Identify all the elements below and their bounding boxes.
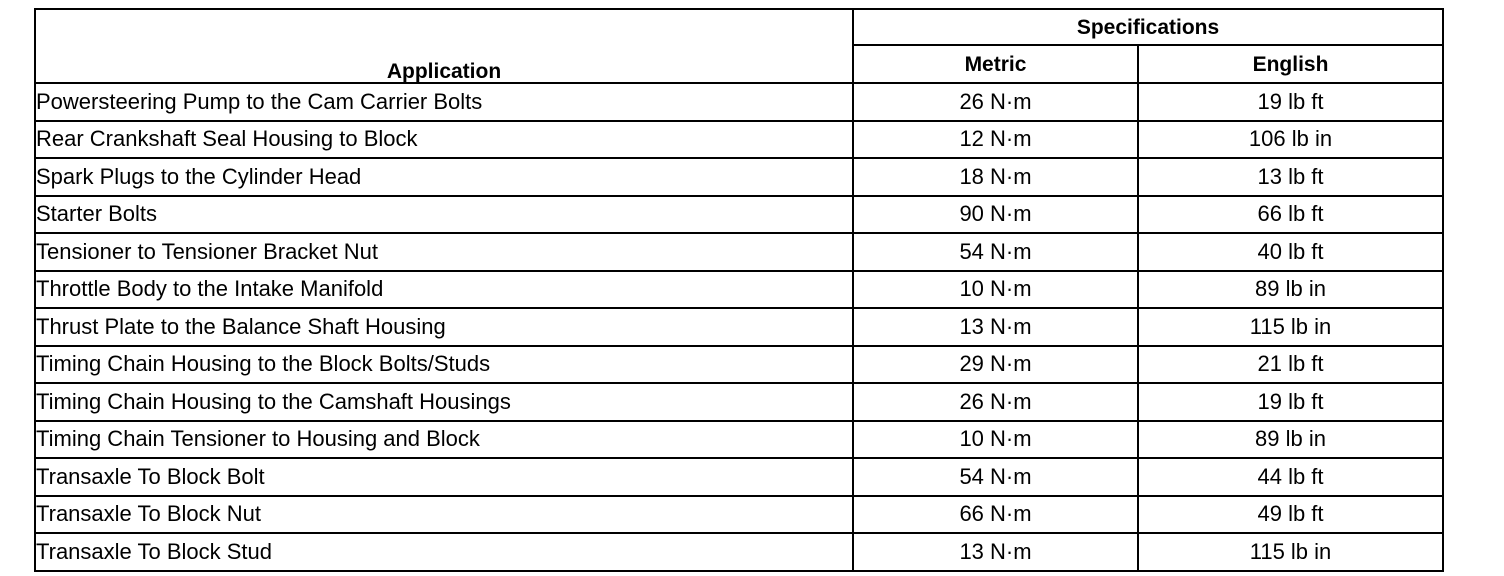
spec-table-body [35, 83, 1443, 571]
application-cell: Throttle Body to the Intake Manifold [35, 271, 853, 309]
application-cell: Spark Plugs to the Cylinder Head [35, 158, 853, 196]
english-value-cell: 106 lb in [1138, 121, 1443, 159]
english-value-cell: 13 lb ft [1138, 158, 1443, 196]
metric-value-cell: 10 N·m [853, 421, 1138, 459]
metric-value-cell: 13 N·m [853, 533, 1138, 571]
english-value-cell: 19 lb ft [1138, 383, 1443, 421]
table-row [35, 83, 1443, 121]
table-row [35, 533, 1443, 571]
metric-value-cell: 54 N·m [853, 458, 1138, 496]
table-row [35, 121, 1443, 159]
application-cell: Transaxle To Block Stud [35, 533, 853, 571]
table-row [35, 346, 1443, 384]
application-cell: Starter Bolts [35, 196, 853, 234]
table-row [35, 271, 1443, 309]
application-cell: Rear Crankshaft Seal Housing to Block [35, 121, 853, 159]
table-row [35, 158, 1443, 196]
application-cell: Timing Chain Housing to the Camshaft Housings [35, 383, 853, 421]
table-row [35, 308, 1443, 346]
metric-value-cell: 26 N·m [853, 383, 1138, 421]
application-cell: Powersteering Pump to the Cam Carrier Bolts [35, 83, 853, 121]
english-column-header: English [1138, 45, 1443, 83]
table-row [35, 233, 1443, 271]
table-row [35, 196, 1443, 234]
application-column-header: Application [35, 9, 853, 83]
english-value-cell: 115 lb in [1138, 533, 1443, 571]
english-value-cell: 19 lb ft [1138, 83, 1443, 121]
metric-column-header: Metric [853, 45, 1138, 83]
metric-value-cell: 10 N·m [853, 271, 1138, 309]
table-row [35, 496, 1443, 534]
metric-value-cell: 29 N·m [853, 346, 1138, 384]
metric-value-cell: 66 N·m [853, 496, 1138, 534]
metric-value-cell: 26 N·m [853, 83, 1138, 121]
metric-value-cell: 18 N·m [853, 158, 1138, 196]
application-cell: Timing Chain Housing to the Block Bolts/Studs [35, 346, 853, 384]
english-value-cell: 44 lb ft [1138, 458, 1443, 496]
metric-value-cell: 54 N·m [853, 233, 1138, 271]
application-cell: Timing Chain Tensioner to Housing and Block [35, 421, 853, 459]
metric-value-cell: 90 N·m [853, 196, 1138, 234]
english-value-cell: 66 lb ft [1138, 196, 1443, 234]
english-value-cell: 21 lb ft [1138, 346, 1443, 384]
application-cell: Tensioner to Tensioner Bracket Nut [35, 233, 853, 271]
specifications-column-header: Specifications [853, 9, 1443, 45]
application-cell: Transaxle To Block Nut [35, 496, 853, 534]
english-value-cell: 49 lb ft [1138, 496, 1443, 534]
english-value-cell: 89 lb in [1138, 271, 1443, 309]
english-value-cell: 115 lb in [1138, 308, 1443, 346]
metric-value-cell: 13 N·m [853, 308, 1138, 346]
table-row [35, 458, 1443, 496]
english-value-cell: 89 lb in [1138, 421, 1443, 459]
table-row [35, 421, 1443, 459]
application-cell: Thrust Plate to the Balance Shaft Housing [35, 308, 853, 346]
table-row [35, 383, 1443, 421]
torque-spec-table [34, 8, 1444, 572]
application-cell: Transaxle To Block Bolt [35, 458, 853, 496]
english-value-cell: 40 lb ft [1138, 233, 1443, 271]
metric-value-cell: 12 N·m [853, 121, 1138, 159]
